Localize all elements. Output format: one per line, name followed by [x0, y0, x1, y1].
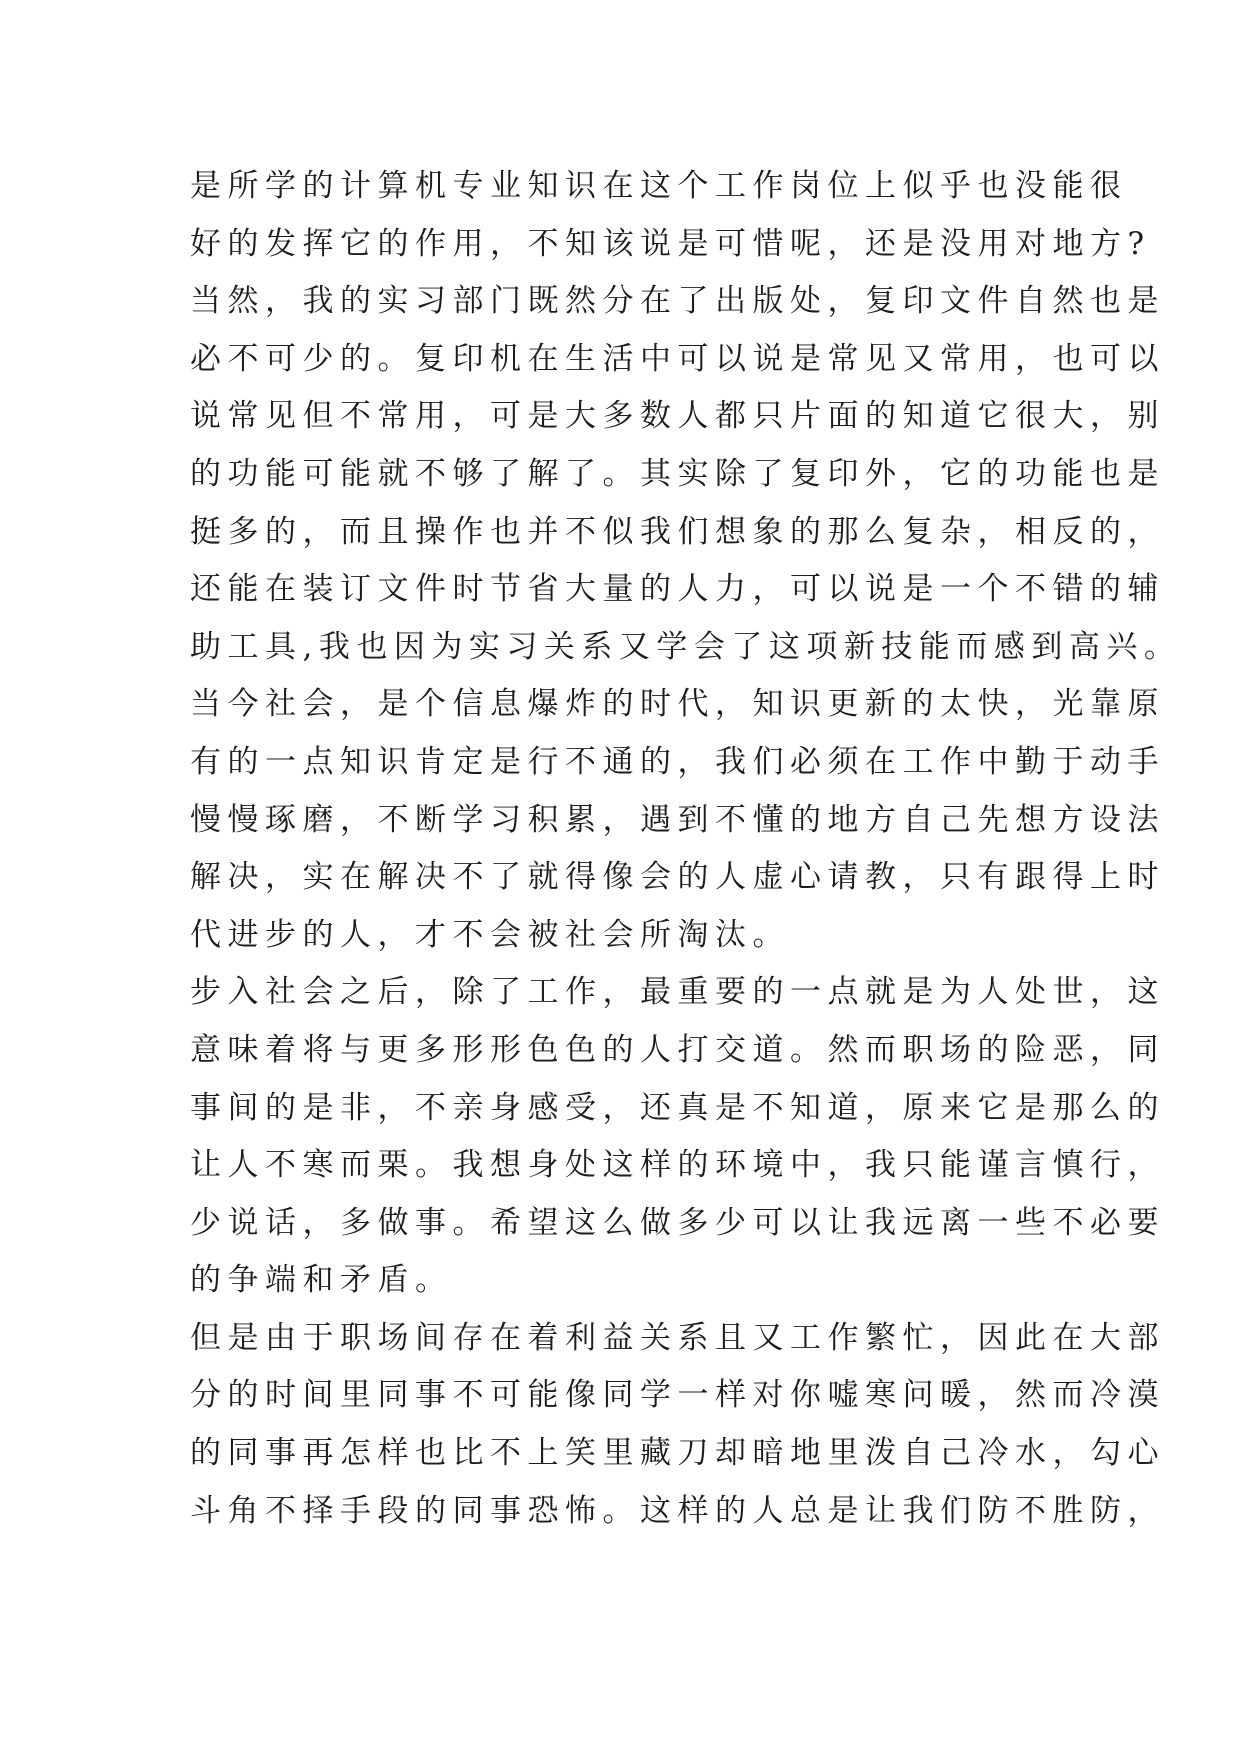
- text-line: 是所学的计算机专业知识在这个工作岗位上似乎也没能很: [190, 168, 1128, 204]
- text-line: 慢慢琢磨，不断学习积累，遇到不懂的地方自己先想方设法: [190, 801, 1165, 838]
- text-line: 步入社会之后，除了工作，最重要的一点就是为人处世，这: [190, 974, 1165, 1011]
- text-line: 的同事再怎样也比不上笑里藏刀却暗地里泼自己冷水，勾心: [190, 1435, 1165, 1472]
- text-line: 还能在装订文件时节省大量的人力，可以说是一个不错的辅: [190, 571, 1165, 608]
- text-line: 意味着将与更多形形色色的人打交道。然而职场的险恶，同: [190, 1031, 1165, 1068]
- text-line: 必不可少的。复印机在生活中可以说是常见又常用，也可以: [190, 340, 1165, 377]
- text-line: 助工具,我也因为实习关系又学会了这项新技能而感到高兴。: [190, 628, 1182, 665]
- text-line: 让人不寒而栗。我想身处这样的环境中，我只能谨言慎行，: [190, 1147, 1165, 1184]
- text-line: 好的发挥它的作用，不知该说是可惜呢，还是没用对地方?: [190, 225, 1151, 262]
- text-line: 解决，实在解决不了就得像会的人虚心请教，只有跟得上时: [190, 859, 1165, 896]
- text-line: 但是由于职场间存在着利益关系且又工作繁忙，因此在大部: [190, 1319, 1165, 1356]
- text-line: 事间的是非，不亲身感受，还真是不知道，原来它是那么的: [190, 1089, 1165, 1126]
- text-line: 斗角不择手段的同事恐怖。这样的人总是让我们防不胜防，: [190, 1492, 1165, 1529]
- text-line: 说常见但不常用，可是大多数人都只片面的知道它很大，别: [190, 398, 1165, 435]
- text-line: 有的一点知识肯定是行不通的，我们必须在工作中勤于动手: [190, 743, 1165, 780]
- text-line: 挺多的，而且操作也并不似我们想象的那么复杂，相反的，: [190, 513, 1165, 550]
- text-line: 的争端和矛盾。: [190, 1262, 453, 1299]
- text-line: 少说话，多做事。希望这么做多少可以让我远离一些不必要: [190, 1204, 1165, 1241]
- text-line: 的功能可能就不够了解了。其实除了复印外，它的功能也是: [190, 455, 1165, 492]
- text-line: 当然，我的实习部门既然分在了出版处，复印文件自然也是: [190, 283, 1165, 320]
- document-body: [190, 158, 1182, 1540]
- text-line: 代进步的人，才不会被社会所淘汰。: [190, 916, 790, 953]
- text-line: 当今社会，是个信息爆炸的时代，知识更新的太快，光靠原: [190, 686, 1165, 723]
- text-line: 分的时间里同事不可能像同学一样对你嘘寒问暖，然而冷漠: [190, 1377, 1165, 1414]
